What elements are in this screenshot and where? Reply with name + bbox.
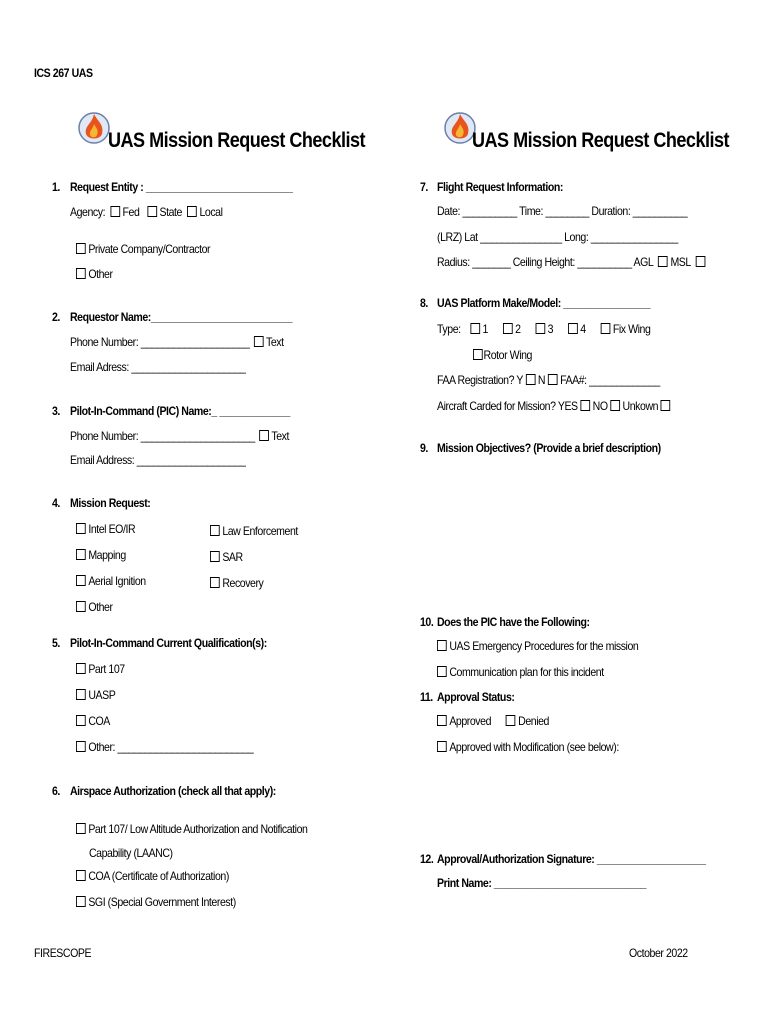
mission-option — [210, 524, 298, 538]
aircraft-carded-row — [437, 399, 673, 413]
rotor-wing-checkbox[interactable] — [473, 349, 483, 360]
emergency-procedures-checkbox[interactable] — [437, 640, 447, 651]
date-time-duration-fields[interactable]: Date: __________ Time: ________ Duration: __________ — [437, 204, 688, 218]
airspace-option — [76, 895, 236, 909]
private-row — [76, 242, 210, 256]
approval-options — [437, 714, 549, 728]
sar-label: SAR — [222, 550, 243, 564]
approval-status-label: Approval Status: — [437, 690, 515, 704]
aerial-ignition-label: Aerial Ignition — [88, 574, 146, 588]
recovery-checkbox[interactable] — [210, 577, 220, 588]
faa-no-checkbox[interactable] — [548, 374, 558, 385]
msl-checkbox[interactable] — [696, 256, 706, 267]
section-10-number: 10. — [420, 615, 434, 629]
agency-row — [70, 205, 223, 219]
communication-plan-label: Communication plan for this incident — [449, 665, 604, 679]
type-1-checkbox[interactable] — [470, 323, 480, 334]
section-11-number: 11. — [420, 690, 433, 704]
sar-checkbox[interactable] — [210, 551, 220, 562]
mission-option — [210, 550, 243, 564]
uasp-label: UASP — [88, 688, 116, 702]
aircraft-carded-label: Aircraft Carded for Mission? YES — [437, 399, 578, 413]
airspace-option — [76, 869, 229, 883]
laanc-label-cont: Capability (LAANC) — [89, 846, 173, 860]
qual-other-field[interactable]: Other: _________________________ — [88, 740, 254, 754]
qualifications-label: Pilot-In-Command Current Qualification(s): — [70, 636, 267, 650]
mission-other-label: Other — [88, 600, 113, 614]
coa-label: COA — [88, 714, 110, 728]
form-id: ICS 267 UAS — [34, 66, 93, 80]
section-9-number: 9. — [420, 441, 428, 455]
qualification-option — [76, 662, 125, 676]
qual-other-checkbox[interactable] — [76, 741, 86, 752]
type-label: Type: — [437, 322, 461, 336]
airspace-coa-checkbox[interactable] — [76, 870, 86, 881]
mission-option — [76, 600, 113, 614]
section-2-number: 2. — [52, 310, 60, 324]
private-company-label: Private Company/Contractor — [88, 242, 211, 256]
rotor-wing-label: Rotor Wing — [483, 348, 532, 362]
section-6-number: 6. — [52, 784, 60, 798]
type-2-label: 2 — [515, 322, 521, 336]
entity-other-label: Other — [88, 267, 113, 281]
footer-org: FIRESCOPE — [34, 946, 92, 960]
approval-modification — [437, 740, 619, 754]
faa-no-label: N — [537, 373, 546, 387]
faa-registration-label: FAA Registration? Y — [437, 373, 523, 387]
agl-checkbox[interactable] — [658, 256, 668, 267]
denied-checkbox[interactable] — [506, 715, 516, 726]
airspace-option — [76, 822, 307, 836]
fix-wing-checkbox[interactable] — [601, 323, 611, 334]
platform-type-row — [437, 322, 650, 336]
fed-label: Fed — [122, 205, 140, 219]
mission-option — [76, 548, 126, 562]
sgi-label: SGI (Special Government Interest) — [88, 895, 236, 909]
approval-signature-field[interactable]: Approval/Authorization Signature: ____________________ — [437, 852, 706, 866]
section-8-number: 8. — [420, 296, 428, 310]
section-3-number: 3. — [52, 404, 60, 418]
platform-model-field[interactable]: UAS Platform Make/Model: ________________ — [437, 296, 651, 310]
section-7-number: 7. — [420, 180, 428, 194]
requestor-phone-field[interactable]: Phone Number: ____________________ — [70, 335, 250, 349]
part107-checkbox[interactable] — [76, 663, 86, 674]
qualification-option — [76, 688, 115, 702]
type-4-label: 4 — [580, 322, 586, 336]
pic-text-label: Text — [271, 429, 290, 443]
section-1-number: 1. — [52, 180, 60, 194]
rotor-wing-row — [473, 348, 532, 362]
state-label: State — [159, 205, 182, 219]
faa-registration-row — [437, 373, 660, 387]
carded-unknown-checkbox[interactable] — [661, 400, 671, 411]
recovery-label: Recovery — [222, 576, 264, 590]
airspace-label: Airspace Authorization (check all that apply): — [70, 784, 276, 798]
coa-checkbox[interactable] — [76, 715, 86, 726]
qualification-option — [76, 740, 253, 754]
private-company-checkbox[interactable] — [76, 243, 86, 254]
approved-label: Approved — [449, 714, 492, 728]
communication-plan-checkbox[interactable] — [437, 666, 447, 677]
type-3-label: 3 — [547, 322, 554, 336]
intel-label: Intel EO/IR — [88, 522, 136, 536]
mapping-label: Mapping — [88, 548, 126, 562]
carded-yes-checkbox[interactable] — [580, 400, 590, 411]
section-4-number: 4. — [52, 496, 60, 510]
type-2-checkbox[interactable] — [503, 323, 513, 334]
type-4-checkbox[interactable] — [568, 323, 578, 334]
faa-number-field[interactable]: FAA#: _____________ — [560, 373, 660, 387]
pic-name-field[interactable]: Pilot-In-Command (PIC) Name:_ _____________ — [70, 404, 290, 418]
firescope-logo-icon — [78, 108, 110, 146]
section-5-number: 5. — [52, 636, 60, 650]
print-name-field[interactable]: Print Name: ____________________________ — [437, 876, 647, 890]
mission-objectives-label: Mission Objectives? (Provide a brief description) — [437, 441, 661, 455]
msl-label: MSL — [670, 255, 691, 269]
pic-requirement — [437, 665, 604, 679]
request-entity-label: Request Entity : ___________________________ — [70, 180, 293, 194]
fix-wing-label: Fix Wing — [612, 322, 651, 336]
faa-yes-checkbox[interactable] — [526, 374, 536, 385]
approved-modification-checkbox[interactable] — [437, 741, 447, 752]
qualification-option — [76, 714, 110, 728]
section-12-number: 12. — [420, 852, 434, 866]
requestor-name-field[interactable]: Requestor Name:__________________________ — [70, 310, 293, 324]
pic-email-field[interactable]: Email Address: ____________________ — [70, 453, 246, 467]
mission-option — [76, 574, 146, 588]
laanc-label: Part 107/ Low Altitude Authorization and Notification — [88, 822, 308, 836]
requestor-text-checkbox[interactable] — [254, 336, 264, 347]
intel-checkbox[interactable] — [76, 523, 86, 534]
carded-unknown-label: Unkown — [622, 399, 659, 413]
flight-request-label: Flight Request Information: — [437, 180, 563, 194]
type-3-checkbox[interactable] — [535, 323, 545, 334]
airspace-coa-label: COA (Certificate of Authorization) — [88, 869, 229, 883]
entity-other-row — [76, 267, 113, 281]
carded-no-label: NO — [592, 399, 608, 413]
radius-ceiling-row — [437, 255, 708, 269]
mission-option — [210, 576, 263, 590]
denied-label: Denied — [518, 714, 549, 728]
local-checkbox[interactable] — [187, 206, 197, 217]
footer-date: October 2022 — [629, 946, 688, 960]
uasp-checkbox[interactable] — [76, 689, 86, 700]
agency-label: Agency: — [70, 205, 106, 219]
mission-option — [76, 522, 135, 536]
pic-have-following-label: Does the PIC have the Following: — [437, 615, 590, 629]
aerial-ignition-checkbox[interactable] — [76, 575, 86, 586]
local-label: Local — [199, 205, 223, 219]
requestor-phone-row — [70, 335, 284, 349]
mission-other-checkbox[interactable] — [76, 601, 86, 612]
fed-checkbox[interactable] — [110, 206, 120, 217]
entity-other-checkbox[interactable] — [76, 268, 86, 279]
requestor-email-field[interactable]: Email Adress: _____________________ — [70, 360, 246, 374]
type-1-label: 1 — [482, 322, 488, 336]
approved-modification-label: Approved with Modification (see below): — [449, 740, 619, 754]
approved-checkbox[interactable] — [437, 715, 447, 726]
sgi-checkbox[interactable] — [76, 896, 86, 907]
pic-text-checkbox[interactable] — [259, 430, 269, 441]
page-title-right: UAS Mission Request Checklist — [472, 129, 730, 152]
laanc-checkbox[interactable] — [76, 823, 86, 834]
pic-phone-field[interactable]: Phone Number: _____________________ — [70, 429, 255, 443]
lat-long-fields[interactable]: (LRZ) Lat _______________ Long: ________________ — [437, 230, 678, 244]
mission-request-label: Mission Request: — [70, 496, 151, 510]
mapping-checkbox[interactable] — [76, 549, 86, 560]
emergency-procedures-label: UAS Emergency Procedures for the mission — [449, 639, 639, 653]
carded-no-checkbox[interactable] — [610, 400, 620, 411]
requestor-text-label: Text — [265, 335, 284, 349]
radius-ceiling-fields[interactable]: Radius: _______ Ceiling Height: __________ AGL — [437, 255, 653, 269]
law-enforcement-label: Law Enforcement — [222, 524, 298, 538]
pic-phone-row — [70, 429, 289, 443]
page-title-left: UAS Mission Request Checklist — [108, 129, 366, 152]
pic-requirement — [437, 639, 638, 653]
part107-label: Part 107 — [88, 662, 125, 676]
law-enforcement-checkbox[interactable] — [210, 525, 220, 536]
state-checkbox[interactable] — [147, 206, 157, 217]
